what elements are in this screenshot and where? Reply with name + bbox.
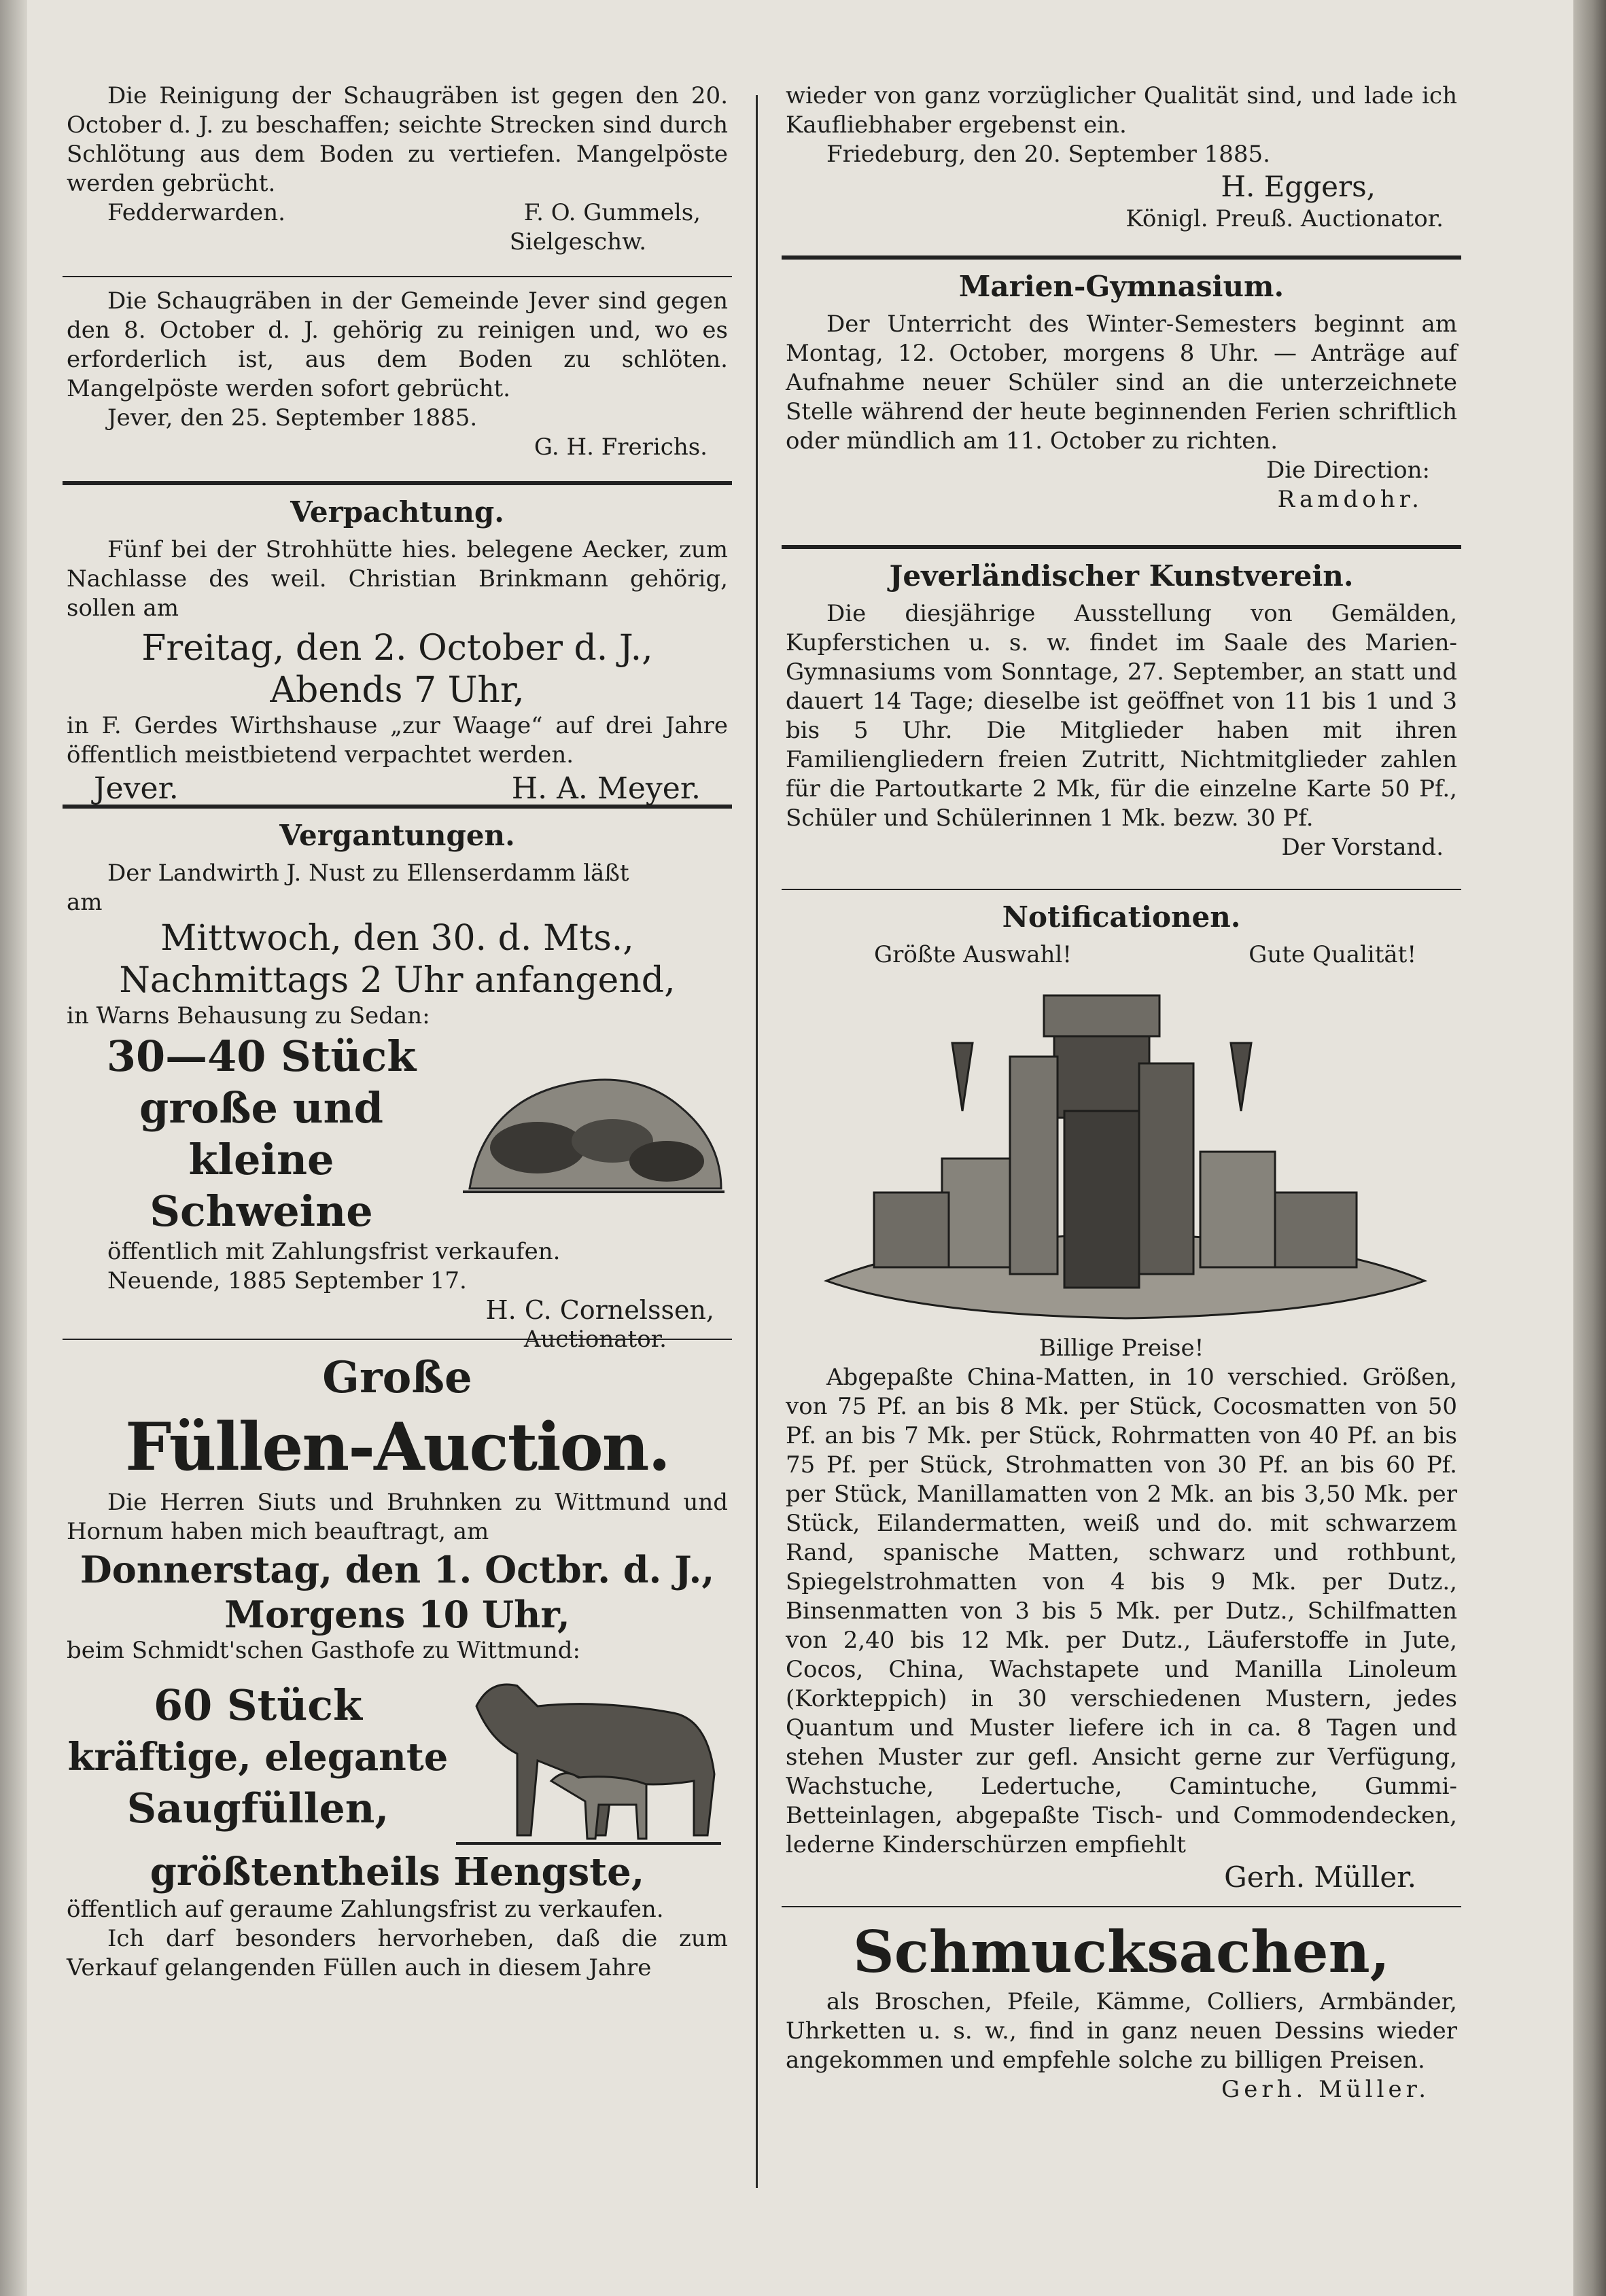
divider <box>782 545 1461 549</box>
ad-note: Ich darf besonders hervorheben, daß die zum Verkauf gelangenden Füllen auch in diesem Jahre <box>67 1925 728 1981</box>
ad-text: Die diesjährige Ausstellung von Gemälden, Kupferstichen u. s. w. findet im Saale des Marien-Gymnasiums vom Sonntage, 27. September, an statt und dauert 14 Tage; dieselbe ist geöffnet von 11 bis 1 und 3 bis 5 Uhr. Die Mitglieder haben mit ihren Familiengliedern freien Zutritt, Nichtmitglieder zahlen für die Partoutkarte 2 Mk, für die einzelne Karte 50 Pf., Schüler und Schülerinnen 1 Mk. bezw. 30 Pf. <box>786 600 1457 832</box>
ad-text: Die Schaugräben in der Gemeinde Jever sind gegen den 8. October d. J. gehörig zu reinigen und, wo es erforderlich ist, aus dem Boden zu schlöten. Mangelpöste werden sofort gebrücht. <box>67 287 728 402</box>
ad-time-line: Nachmittags 2 Uhr anfangend, <box>119 960 676 1001</box>
ad-location: beim Schmidt'schen Gasthofe zu Wittmund: <box>67 1637 580 1664</box>
ad-place: Jever. <box>94 771 179 806</box>
ad-vergantungen <box>63 818 732 1353</box>
divider <box>63 481 732 485</box>
rolled-mats-woodcut-icon <box>786 975 1465 1328</box>
ad-heading-1: Große <box>322 1352 472 1403</box>
ad-time-line: Morgens 10 Uhr, <box>224 1593 570 1636</box>
ad-heading: Marien-Gymnasium. <box>958 270 1285 303</box>
ad-kunstverein <box>782 559 1461 878</box>
ad-date-line: Donnerstag, den 1. Octbr. d. J., <box>80 1548 715 1591</box>
ad-verpachtung <box>63 495 732 806</box>
ad-desc-2: Schweine <box>150 1186 373 1236</box>
divider <box>63 276 732 277</box>
ad-text: wieder von ganz vorzüglicher Qualität sind, und lade ich Kaufliebhaber ergebenst ein. <box>786 82 1457 139</box>
tag-left: Größte Auswahl! <box>874 941 1072 968</box>
mare-and-foal-woodcut-icon <box>449 1665 728 1849</box>
ad-signer: Gerh. Müller. <box>1224 1860 1416 1894</box>
right-column <box>782 82 1461 2104</box>
ad-count: 60 Stück <box>153 1680 363 1730</box>
signature-row <box>67 198 728 228</box>
pigs-block <box>67 1031 728 1237</box>
ad-signer: Der Vorstand. <box>1281 834 1444 861</box>
ad-text: Fünf bei der Strohhütte hies. belegene Aecker, zum Nachlasse des weil. Christian Brinkmann gehörig, sollen am <box>67 536 728 622</box>
ad-signer: Ramdohr. <box>1277 486 1423 513</box>
ad-signer-title: Auctionator. <box>523 1326 667 1353</box>
pigs-text <box>67 1031 456 1237</box>
column-separator <box>756 95 758 2188</box>
divider <box>782 1906 1461 1907</box>
ad-am: am <box>67 889 103 916</box>
ad-text: Abgepaßte China-Matten, in 10 verschied. Größen, von 75 Pf. an bis 8 Mk. per Stück, Cocosmatten von 50 Pf. an bis 7 Mk. per Stück, Rohrmatten von 40 Pf. an bis 75 Pf. per Stück, Strohmatten von 30 Pf. an bis 60 Pf. per Stück, Manillamatten von 2 Mk. an bis 3,50 Mk. per Stück, Eilandermatten, weiß und do. mit schwarzem Rand, spanische Matten, schwarz und rothbunt, Spiegelstrohmatten von 4 bis 9 Mk. per Dutz., Binsenmatten von 3 bis 5 Mk. per Dutz., Schilfmatten von 2,40 bis 12 Mk. per Dutz., Läuferstoffe in Jute, Cocos, China, Wachstapete und Manilla Linoleum (Korkteppich) in 30 verschiedenen Mustern, jedes Quantum und Muster liefere ich in ca. 8 Tagen und stehen Muster zur gefl. Ansicht gerne zur Verfügung, Wachstuche, Ledertuche, Camintuche, Gummi-Betteinlagen, abgepaßte Tisch- und Commodendecken, lederne Kinderschürzen empfiehlt <box>786 1364 1457 1858</box>
ad-signer: G. H. Frerichs. <box>534 434 708 461</box>
ad-desc-1: kräftige, elegante <box>67 1735 449 1780</box>
divider <box>782 255 1461 260</box>
ad-date-line: Mittwoch, den 30. d. Mts., <box>160 918 634 959</box>
ad-fuellen-auction <box>63 1349 732 1983</box>
ad-signer-title: Königl. Preuß. Auctionator. <box>1125 205 1444 232</box>
price-tag: Billige Preise! <box>1038 1335 1204 1362</box>
ad-intro: Der Landwirth J. Nust zu Ellenserdamm läßt <box>107 860 629 887</box>
ad-heading: Verpachtung. <box>290 495 504 529</box>
ad-heading: Vergantungen. <box>279 819 515 852</box>
ad-sale: öffentlich auf geraume Zahlungsfrist zu verkaufen. <box>67 1896 664 1923</box>
ad-signer-title: Die Direction: <box>1266 457 1430 484</box>
ad-heading: Schmucksachen, <box>853 1918 1390 1985</box>
ad-heading-2: Füllen-Auction. <box>125 1409 669 1485</box>
signature-row <box>67 770 728 808</box>
divider <box>782 889 1461 890</box>
ad-text: Die Reinigung der Schaugräben ist gegen den 20. October d. J. zu beschaffen; seichte Strecken sind durch Schlötung aus dem Boden zu vertiefen. Mangelpöste werden gebrücht. <box>67 82 728 197</box>
ad-desc-3: größtentheils Hengste, <box>150 1850 645 1894</box>
ad-date: Friedeburg, den 20. September 1885. <box>826 141 1270 168</box>
ad-signer: H. C. Cornelssen, <box>485 1295 714 1325</box>
ad-date: Jever, den 25. September 1885. <box>107 404 478 431</box>
horse-block <box>67 1665 728 1849</box>
ad-date-line: Freitag, den 2. October d. J., <box>141 628 653 669</box>
ad-heading: Notificationen. <box>1002 900 1241 934</box>
page-edge-left <box>0 0 27 2296</box>
ad-text: Der Unterricht des Winter-Semesters beginnt am Montag, 12. October, morgens 8 Uhr. — Anträge auf Aufnahme neuer Schüler sind an die unterzeichnete Stelle während der heute beginnenden Ferien schriftlich oder mündlich am 11. October zu richten. <box>786 311 1457 455</box>
pigs-woodcut-icon <box>456 1066 728 1202</box>
ad-place: Fedderwarden. <box>107 199 285 226</box>
ad-location: in Warns Behausung zu Sedan: <box>67 1002 430 1029</box>
ad-signer: Gerh. Müller. <box>1221 2076 1430 2103</box>
ad-schaugraeben-jever <box>63 287 732 470</box>
horse-text <box>67 1680 449 1835</box>
ad-schaugraeben-fedderwarden <box>63 82 732 265</box>
ad-signer: H. Eggers, <box>1221 170 1376 203</box>
ad-intro: Die Herren Siuts und Bruhnken zu Wittmund und Hornum haben mich beauftragt, am <box>67 1489 728 1545</box>
ad-eggers <box>782 82 1461 245</box>
ad-signer-title: Sielgeschw. <box>509 228 646 255</box>
ad-count: 30—40 Stück <box>106 1031 417 1081</box>
ad-heading: Jeverländischer Kunstverein. <box>889 559 1354 593</box>
ad-signer: H. A. Meyer. <box>511 771 701 806</box>
page-edge-right <box>1573 0 1606 2296</box>
ad-schmucksachen <box>782 1917 1461 2104</box>
ad-text: als Broschen, Pfeile, Kämme, Colliers, Armbänder, Uhrketten u. s. w., find in ganz neuen Dessins wieder angekommen und empfehle solche zu billigen Preisen. <box>786 1988 1457 2074</box>
ad-text-2: in F. Gerdes Wirthshause „zur Waage“ auf drei Jahre öffentlich meistbietend verpachtet werden. <box>67 712 728 769</box>
left-column <box>63 82 732 1983</box>
ad-sale: öffentlich mit Zahlungsfrist verkaufen. <box>107 1238 561 1265</box>
ad-desc-1: große und kleine <box>139 1083 383 1184</box>
ad-date: Neuende, 1885 September 17. <box>107 1267 467 1294</box>
ad-signer: F. O. Gummels, <box>523 199 701 226</box>
tag-right: Gute Qualität! <box>1249 941 1416 968</box>
ad-desc-2: Saugfüllen, <box>126 1785 389 1833</box>
tagline-row <box>786 940 1457 970</box>
ad-notificationen <box>782 900 1461 1895</box>
ad-marien-gymnasium <box>782 269 1461 534</box>
ad-time-line: Abends 7 Uhr, <box>270 670 525 711</box>
